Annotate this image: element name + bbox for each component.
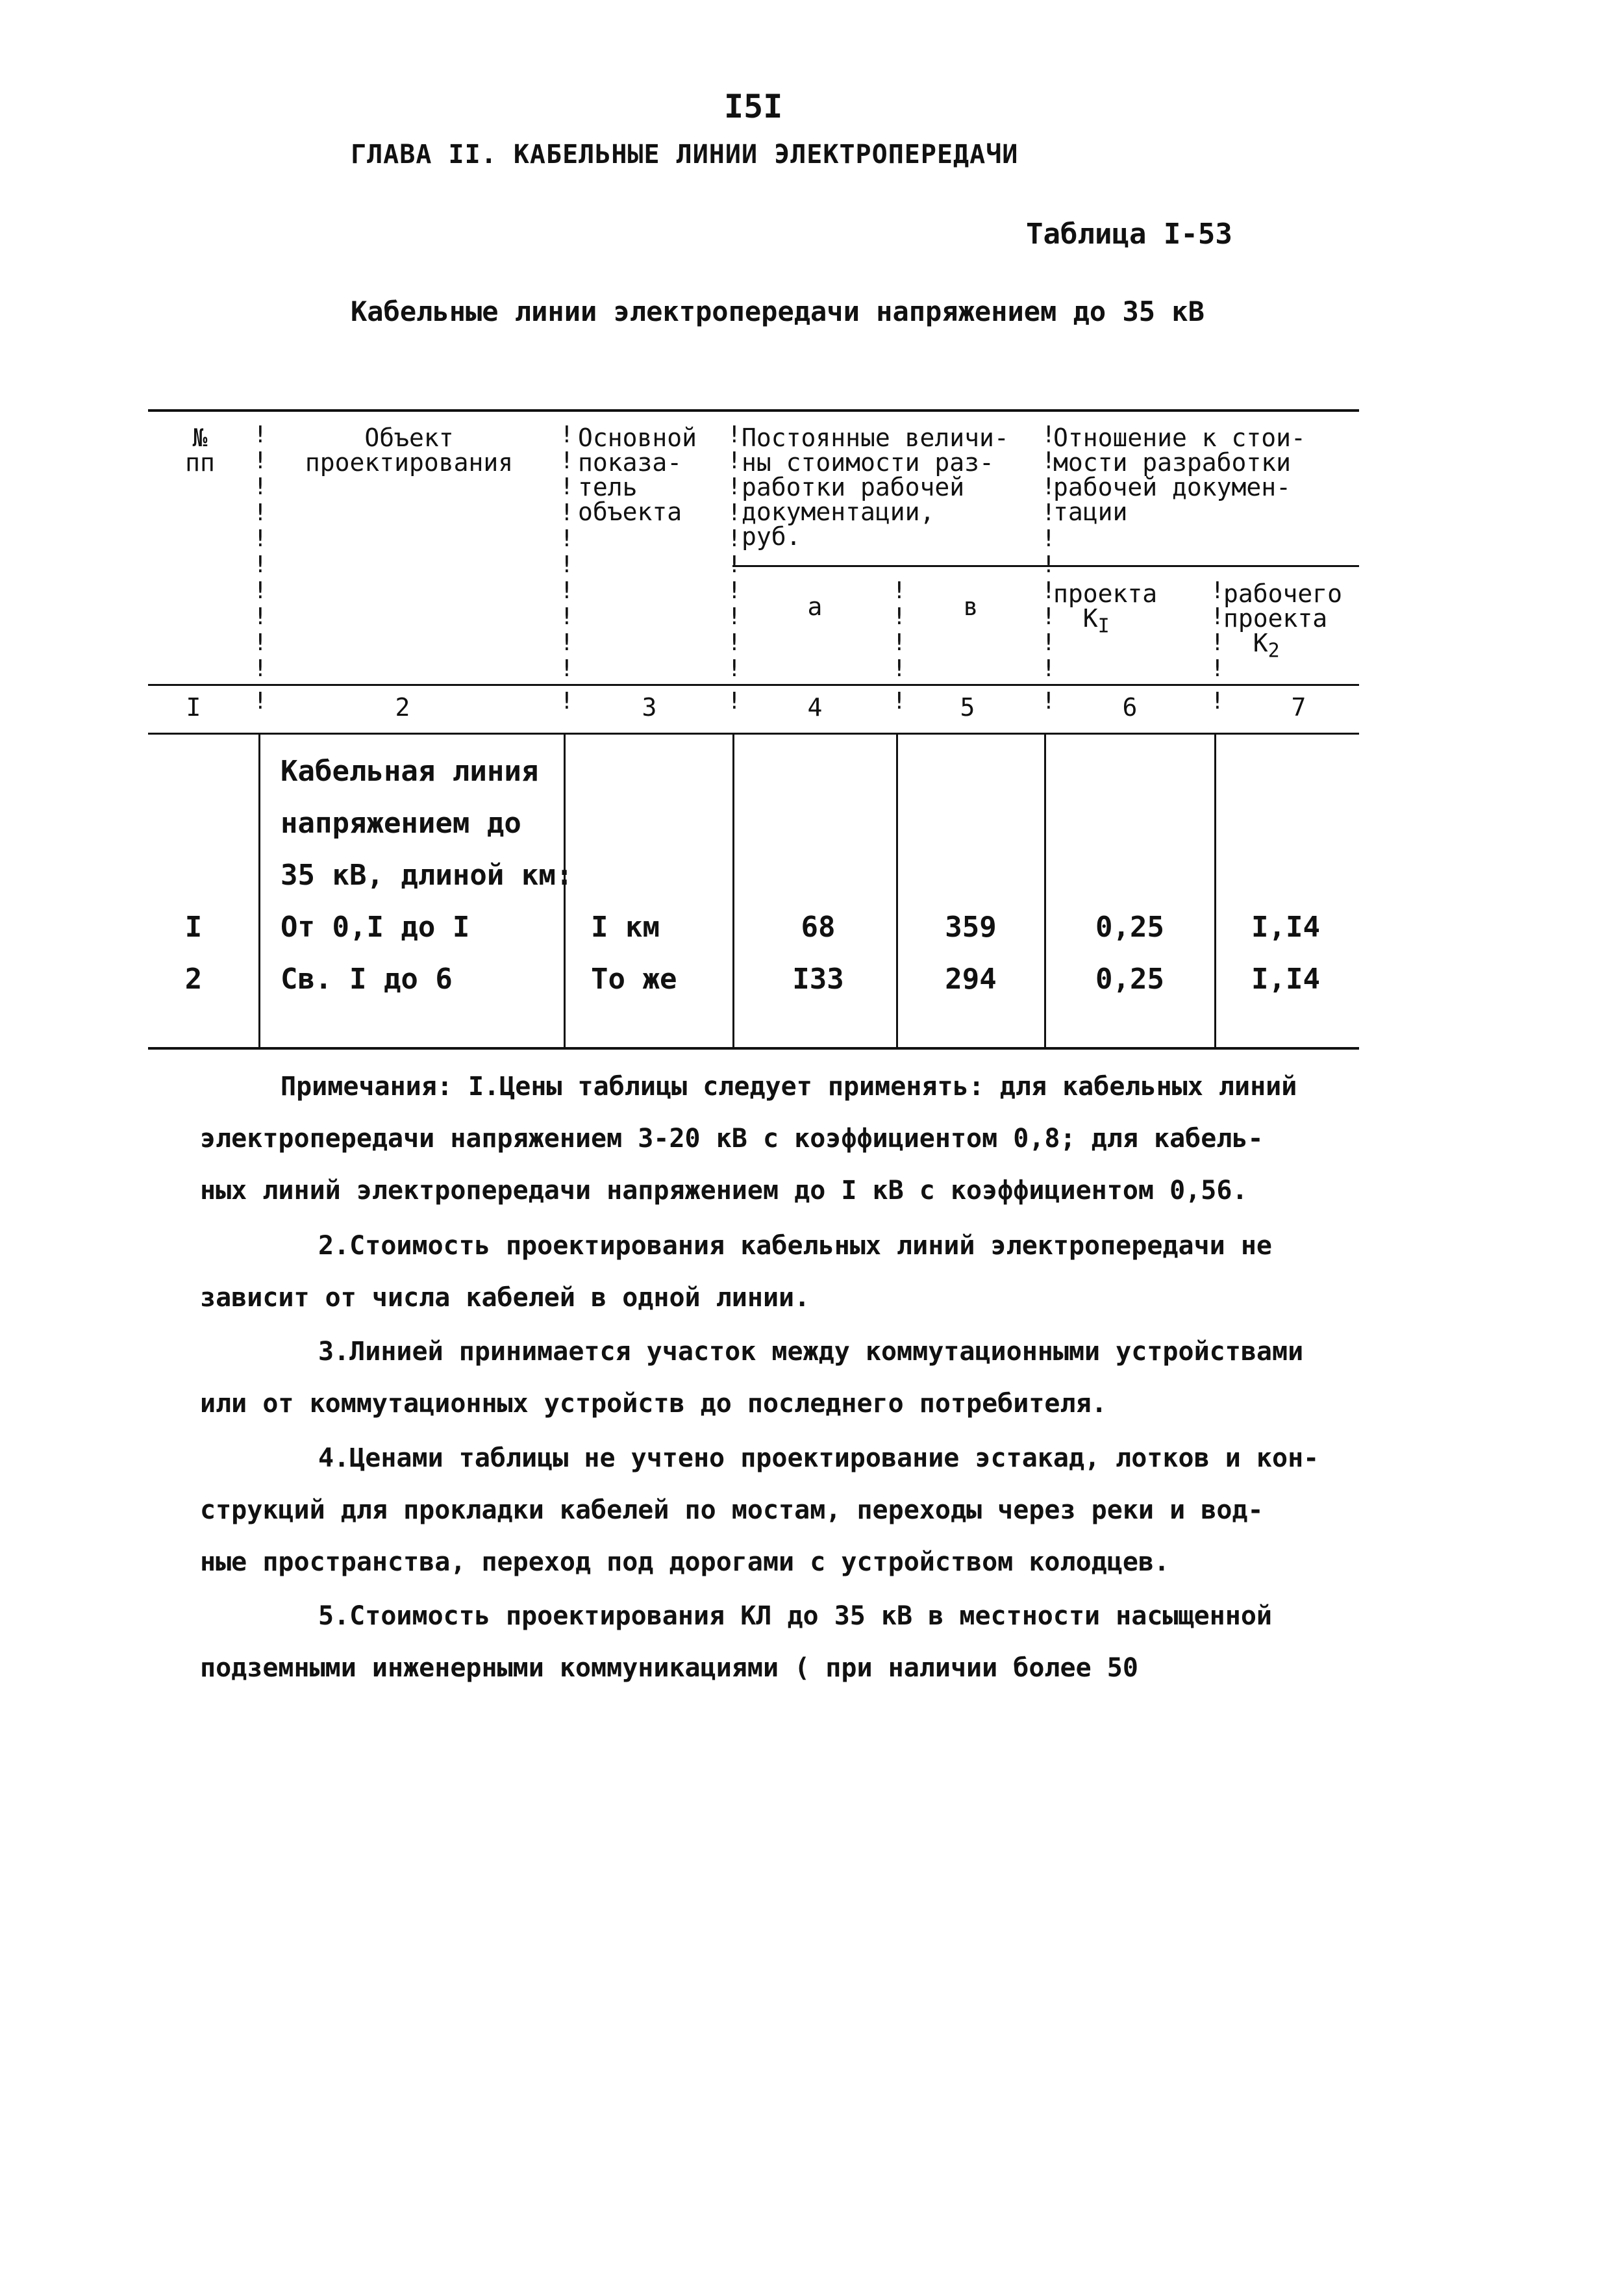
row-k1: 0,25 [1095,911,1164,944]
number-row-separators: ! [1042,688,1056,714]
header-working-project-k2: рабочего проекта $K_2$ [1223,579,1343,663]
row-a: I33 [792,963,844,996]
note-line: или от коммутационных устройств до последнего потребителя. [200,1389,1107,1419]
col-divider-3 [732,735,734,1047]
note-line: 3.Линией принимается участок между коммутационными устройствами [318,1337,1304,1367]
page-number: I5I [724,88,783,125]
col-divider-4 [896,735,898,1047]
col-number: I [186,693,201,722]
number-row-separators: ! [560,688,574,714]
row-indicator: То же [591,963,677,996]
header-b: в [963,592,979,621]
header-separator: ! ! ! ! ! ! ! ! ! ! [727,422,742,682]
header-separator: ! ! ! ! [1210,577,1225,682]
row-a: 68 [801,911,836,944]
note-line: 2.Стоимость проектирования кабельных линий электропередачи не [318,1231,1273,1261]
note-line: струкций для прокладки кабелей по мостам, переходы через реки и вод- [200,1495,1264,1525]
table-caption: Кабельные линии электропередачи напряжением до 35 кВ [351,296,1205,327]
header-object: Объект проектирования [305,423,514,477]
note-line: электропередачи напряжением 3-20 кВ с коэффициентом 0,8; для кабель- [200,1124,1264,1154]
group-label: 35 кВ, длиной км: [281,859,573,892]
col-number: 2 [395,693,410,722]
row-indicator: I км [591,911,660,944]
table-bottom-rule [148,1047,1359,1050]
header-project-k1: проекта $K_I$ [1053,579,1158,638]
row-number: I [184,911,203,944]
table-number: Таблица I-53 [1026,218,1232,251]
note-line: зависит от числа кабелей в одной линии. [200,1283,810,1313]
number-row-bottom-rule [148,733,1359,735]
note-line: подземными инженерными коммуникациями ( при наличии более 50 [200,1653,1138,1683]
header-indicator: Основной показа- тель объекта [578,423,697,526]
header-constant-costs: Постоянные величи- ны стоимости раз- работки рабочей документации, руб. [742,423,1009,551]
col-number: 5 [960,693,975,722]
header-a: а [807,592,823,621]
header-number: № пп [185,423,215,477]
number-row-separators: ! [892,688,906,714]
header-ratio: Отношение к стои- мости разработки рабочей докумен- тации [1053,423,1306,526]
number-row-separators: ! [1210,688,1225,714]
row-b: 359 [945,911,997,944]
row-k1: 0,25 [1095,963,1164,996]
number-row-top-rule [148,684,1359,686]
note-line: ные пространства, переход под дорогами с устройством колодцев. [200,1547,1170,1577]
header-separator: ! ! ! ! ! ! ! ! ! ! [560,422,574,682]
header-separator: ! ! ! ! ! ! ! ! ! ! [1042,422,1056,682]
row-k2: I,I4 [1251,911,1320,944]
col-number: 4 [807,693,823,722]
col-number: 6 [1122,693,1138,722]
note-line: 4.Ценами таблицы не учтено проектирование эстакад, лотков и кон- [318,1443,1319,1473]
row-k2: I,I4 [1251,963,1320,996]
col-number: 7 [1291,693,1306,722]
col-number: 3 [642,693,657,722]
row-object: От 0,I до I [281,911,470,944]
group-label: напряжением до [281,807,521,840]
number-row-separators: ! [727,688,742,714]
row-number: 2 [184,963,203,996]
table-top-rule [148,409,1359,412]
chapter-title: ГЛАВА II. КАБЕЛЬНЫЕ ЛИНИИ ЭЛЕКТРОПЕРЕДАЧИ [351,140,1019,170]
note-line: 5.Стоимость проектирования КЛ до 35 кВ в местности насыщенной [318,1601,1273,1631]
note-line: Примечания: I.Цены таблицы следует применять: для кабельных линий [281,1072,1297,1102]
col-divider-5 [1044,735,1046,1047]
row-b: 294 [945,963,997,996]
header-separator: ! ! ! ! [892,577,906,682]
header-separator: ! ! ! ! ! ! ! ! ! ! [253,422,268,682]
group-label: Кабельная линия [281,755,539,788]
row-object: Св. I до 6 [281,963,453,996]
col-divider-1 [258,735,260,1047]
note-line: ных линий электропередачи напряжением до I кВ с коэффициентом 0,56. [200,1176,1248,1206]
col-divider-6 [1214,735,1216,1047]
number-row-separators: ! [253,688,268,714]
